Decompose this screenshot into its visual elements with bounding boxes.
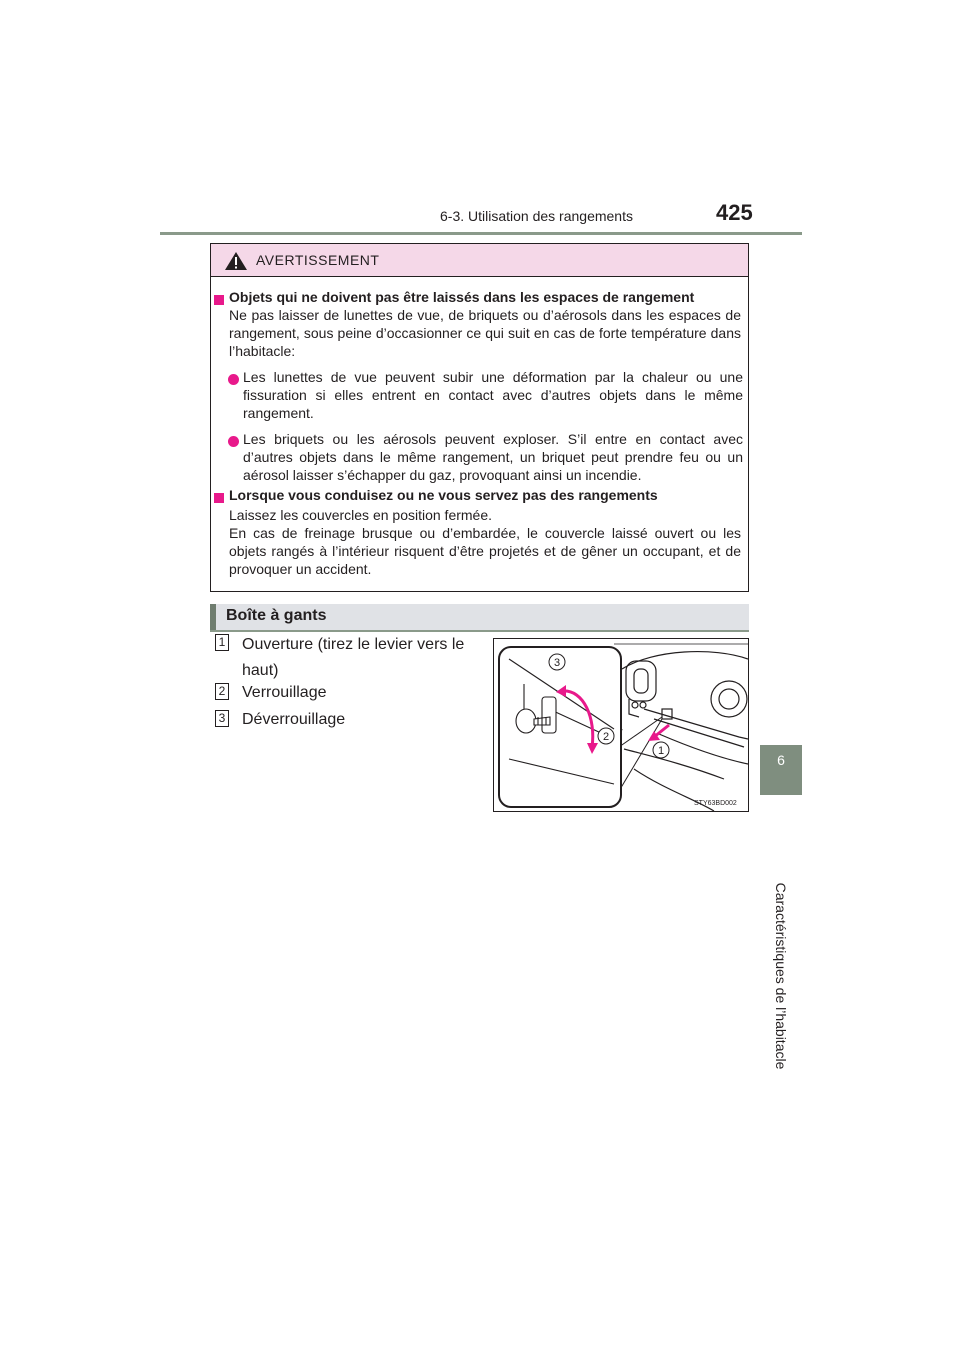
item-text-3: Déverrouillage bbox=[242, 711, 346, 728]
warning-heading-marker bbox=[214, 292, 224, 310]
header-rule bbox=[160, 232, 802, 235]
callout-2: 2 bbox=[602, 731, 610, 743]
callout-1: 1 bbox=[657, 745, 665, 757]
warning-paragraph: Ne pas laisser de lunettes de vue, de briquets ou d’aérosols dans les espaces de rangement, sous peine d’occasionner ce qui suit en cas de forte température dans l’habitacle: bbox=[229, 307, 741, 359]
section-bar-accent bbox=[210, 604, 216, 630]
warning-heading-2: Lorsque vous conduisez ou ne vous servez pas des rangements bbox=[229, 487, 658, 503]
item-number-1: 1 bbox=[215, 634, 229, 651]
callout-3: 3 bbox=[553, 657, 561, 669]
section-title: 6-3. Utilisation des rangements bbox=[440, 208, 633, 224]
warning-heading-marker bbox=[214, 490, 224, 508]
bullet-dot bbox=[228, 372, 239, 390]
warning-bullet: Les lunettes de vue peuvent subir une déformation par la chaleur ou une fissuration si elles entrent en contact avec d’autres objets dans le même rangement. bbox=[243, 369, 743, 421]
page-number: 425 bbox=[716, 200, 753, 225]
warning-heading-1: Objets qui ne doivent pas être laissés dans les espaces de rangement bbox=[229, 289, 695, 305]
warning-header bbox=[211, 244, 748, 277]
chapter-tab-rule bbox=[760, 793, 802, 795]
warning-paragraph: En cas de freinage brusque ou d’embardée, le couvercle laissé ouvert ou les objets rangés à l’intérieur risquent d’être projetés et de gêner un occupant, et de provoquer un accident. bbox=[229, 525, 741, 577]
warning-triangle-icon bbox=[224, 251, 248, 271]
item-number-3: 3 bbox=[215, 710, 229, 727]
warning-box bbox=[210, 243, 749, 592]
section-title-glovebox: Boîte à gants bbox=[226, 607, 327, 624]
chapter-number: 6 bbox=[777, 752, 785, 768]
warning-label: AVERTISSEMENT bbox=[256, 252, 380, 268]
chapter-title: Caractéristiques de l’habitacle bbox=[773, 882, 789, 1070]
warning-bullet: Les briquets ou les aérosols peuvent exploser. S’il entre en contact avec d’autres objets dans le même rangement, un briquet peut prendre feu ou un aérosol laisser s’échapper du gaz, provoquant ainsi un incendie. bbox=[243, 431, 743, 483]
item-text-1: Ouverture (tirez le levier vers le haut) bbox=[242, 636, 465, 679]
item-number-2: 2 bbox=[215, 683, 229, 700]
glovebox-illustration bbox=[493, 638, 749, 812]
bullet-dot bbox=[228, 434, 239, 452]
glovebox-drawing bbox=[494, 639, 748, 811]
warning-paragraph: Laissez les couvercles en position fermée. bbox=[229, 507, 493, 523]
section-bar bbox=[210, 604, 749, 632]
illustration-code: STY63BD002 bbox=[694, 800, 737, 807]
item-text-2: Verrouillage bbox=[242, 684, 327, 701]
